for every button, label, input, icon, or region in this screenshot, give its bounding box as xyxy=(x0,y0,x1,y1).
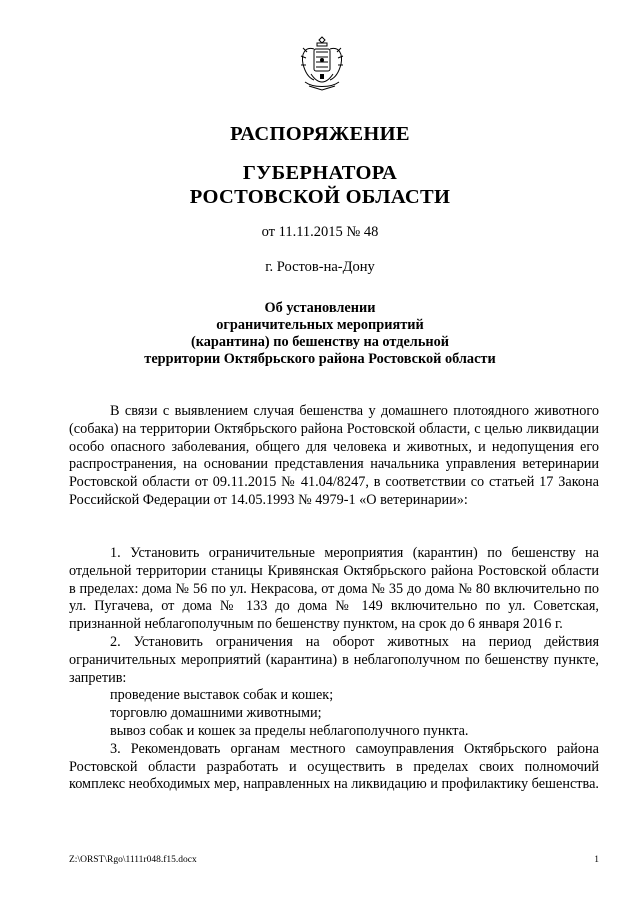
preamble-paragraph: В связи с выявлением случая бешенства у домашнего плотоядного животного (собака) на территории Октябрьского района Ростовской области, с целью ликвидации особо опасного заболевания, общего для человека и животных, и недопущения его распространения, на основании представления начальника управления ветеринарии Ростовской области от 09.11.2015 № 41.04/8247, в соответствии со статьей 17 Закона Российской Федерации от 14.05.1993 № 4979-1 «О ветеринарии»: xyxy=(69,403,599,508)
items-block xyxy=(69,545,599,794)
issuer-heading-line2: РОСТОВСКОЙ ОБЛАСТИ xyxy=(189,186,451,208)
item-paragraph-2: 2. Установить ограничения на оборот животных на период действия ограничительных мероприятий (карантина) в неблагополучном по бешенству пункте, запретив: xyxy=(69,633,599,686)
subject-line: территории Октябрьского района Ростовской области xyxy=(144,351,496,367)
coat-of-arms-emblem xyxy=(297,34,347,92)
prohibition-item: торговлю домашними животными; xyxy=(110,705,322,722)
issuer-heading-line1: ГУБЕРНАТОРА xyxy=(242,162,398,184)
document-type-heading: РАСПОРЯЖЕНИЕ xyxy=(230,123,410,145)
item-paragraph-3: 3. Рекомендовать органам местного самоуправления Октябрьского района Ростовской области разработать и осуществить в пределах своих полномочий комплекс необходимых мер, направленных на ликвидацию и профилактику бешенства. xyxy=(69,740,599,793)
preamble-block xyxy=(69,403,599,510)
prohibition-item: проведение выставок собак и кошек; xyxy=(110,687,334,704)
date-number: от 11.11.2015 № 48 xyxy=(261,224,379,240)
subject-line: ограничительных мероприятий xyxy=(216,317,424,333)
issue-place: г. Ростов-на-Дону xyxy=(265,259,375,275)
prohibition-item: вывоз собак и кошек за пределы неблагополучного пункта. xyxy=(110,722,469,739)
document-subject xyxy=(0,300,640,368)
page-number: 1 xyxy=(594,855,599,865)
file-path: Z:\ORST\Rgo\1111r048.f15.docx xyxy=(69,855,197,865)
item-paragraph-1: 1. Установить ограничительные мероприятия (карантин) по бешенству на отдельной территории станицы Кривянская Октябрьского района Ростовской области в пределах: дома № 56 по ул. Некрасова, от дома № 35 до дома № 80 включительно по ул. Пугачева, от дома № 133 до дома № 149 включительно по ул. Советская, признанной неблагополучным по бешенству пунктом, на срок до 6 января 2016 г. xyxy=(69,545,599,633)
subject-line: (карантина) по бешенству на отдельной xyxy=(190,334,450,350)
subject-line: Об установлении xyxy=(264,300,376,316)
